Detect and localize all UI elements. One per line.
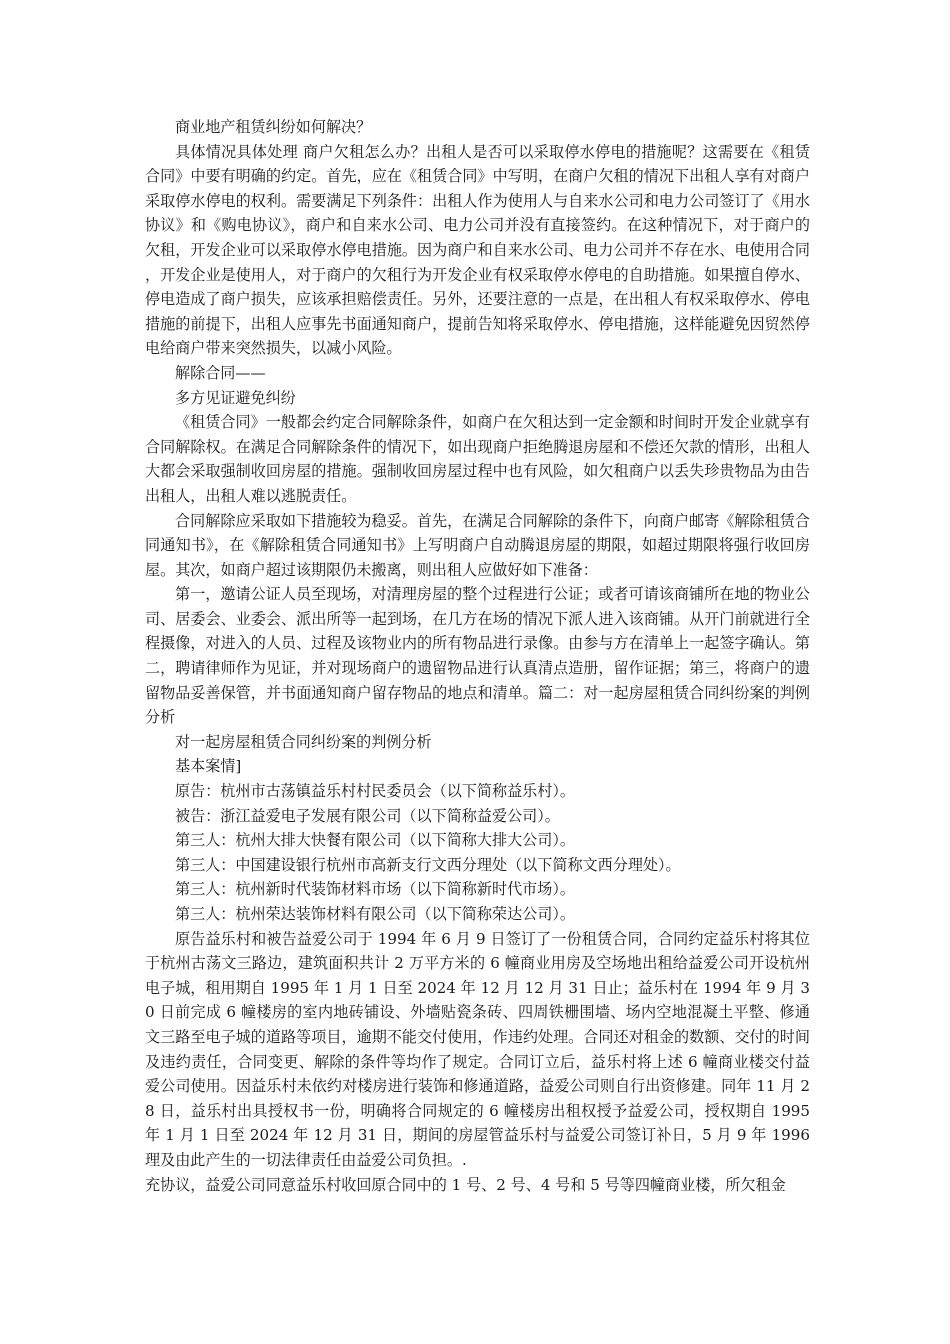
party-third-1: 第三人：杭州大排大快餐有限公司（以下简称大排大公司）。 [175,831,575,850]
case-title: 对一起房屋租赁合同纠纷案的判例分析 [175,732,432,751]
paragraph-termination-conditions: 《租赁合同》一般都会约定合同解除条件，如商户在欠租达到一定金额和时间时开发企业就享有合同解除权。在满足合同解除条件的情况下，如出现商户拒绝腾退房屋和不偿还欠款的情形，出租人大都会采取强制收回房屋的措施。强制收回房屋过程中也有风险，如欠租商户以丢失珍贵物品为由告出租人，出租人难以逃脱责任。 [145,413,810,505]
paragraph-arrears: 具体情况具体处理 商户欠租怎么办？出租人是否可以采取停水停电的措施呢？这需要在《租赁合同》中要有明确的约定。首先，应在《租赁合同》中写明，在商户欠租的情况下出租人享有对商户采取停水停电的权利。需要满足下列条件：出租人作为使用人与自来水公司和电力公司签订了《用水协议》和《购电协议》，商户和自来水公司、电力公司并没有直接签约。在这种情况下，对于商户的欠租，开发企业可以采取停水停电措施。因为商户和自来水公司、电力公司并不存在水、电使用合同，开发企业是使用人，对于商户的欠租行为开发企业有权采取停水停电的自助措施。如果擅自停水、停电造成了商户损失，应该承担赔偿责任。另外，还要注意的一点是，在出租人有权采取停水、停电措施的前提下，出租人应事先书面通知商户，提前告知将采取停水、停电措施，这样能避免因贸然停电给商户带来突然损失，以减小风险。 [145,142,810,358]
paragraph-case-facts: 原告益乐村和被告益爱公司于 1994 年 6 月 9 日签订了一份租赁合同，合同约定益乐村将其位于杭州古荡文三路边，建筑面积共计 2 万平方米的 6 幢商业用房及空场地出租给益爱公司开设杭州电子城，租用期自 1995 年 1 月 1 日至 2024 年 12 月 12 月 31 日止；益乐村在 1994 年 9 月 30 日前完成 6 幢楼房的室内地砖铺设、外墙贴瓷条砖、四周铁栅围墙、场内空地混凝土平整、修通文三路至电子城的道路等项目，逾期不能交付使用，作违约处理。合同还对租金的数额、交付的时间及违约责任，合同变更、解除的条件等均作了规定。合同订立后，益乐村将上述 6 幢商业楼交付益爱公司使用。因益乐村未依约对楼房进行装饰和修通道路，益爱公司则自行出资修建。同年 11 月 28 日，益乐村出具授权书一份，明确将合同规定的 6 幢楼房出租权授予益爱公司，授权期自 1995 年 1 月 1 日至 2024 年 12 月 31 日，期间的房屋管益乐村与益爱公司签订补日，5 月 9 年 1996 理及由此产生的一切法律责任由益爱公司负担。. [145,929,810,1169]
party-third-3: 第三人：杭州新时代装饰材料市场（以下简称新时代市场）。 [175,880,575,899]
paragraph-supplement: 充协议，益爱公司同意益乐村收回原合同中的 1 号、2 号、4 号和 5 号等四幢商业楼，所欠租金 [145,1175,786,1194]
case-facts-heading: 基本案情] [175,757,242,776]
party-plaintiff: 原告：杭州市古荡镇益乐村村民委员会（以下简称益乐村）。 [175,782,575,801]
party-third-4: 第三人：杭州荣达装饰材料有限公司（以下简称荣达公司）。 [175,905,575,923]
party-third-2: 第三人：中国建设银行杭州市高新支行文西分理处（以下简称文西分理处）。 [175,855,681,874]
heading-question: 商业地产租赁纠纷如何解决？ [175,118,372,136]
document-body [145,115,810,1197]
section-title-terminate: 解除合同—— [175,363,266,382]
paragraph-steps: 第一，邀请公证人员至现场，对清理房屋的整个过程进行公证；或者可请该商铺所在地的物业公司、居委会、业委会、派出所等一起到场，在几方在场的情况下派人进入该商铺。从开门前就进行全程摄像，对进入的人员、过程及该物业内的所有物品进行录像。由参与方在清单上一起签字确认。第二，聘请律师作为见证，并对现场商户的遗留物品进行认真清点造册，留作证据；第三，将商户的遗留物品妥善保管，并书面通知商户留存物品的地点和清单。篇二：对一起房屋租赁合同纠纷案的判例分析 [145,585,810,727]
section-subtitle-witness: 多方见证避免纠纷 [175,388,296,407]
party-defendant: 被告：浙江益爱电子发展有限公司（以下简称益爱公司）。 [175,806,560,825]
paragraph-termination-measures: 合同解除应采取如下措施较为稳妥。首先，在满足合同解除的条件下，向商户邮寄《解除租赁合同通知书》，在《解除租赁合同通知书》上写明商户自动腾退房屋的期限，如超过期限将强行收回房屋。其次，如商户超过该期限仍未搬离，则出租人应做好如下准备： [145,511,810,579]
